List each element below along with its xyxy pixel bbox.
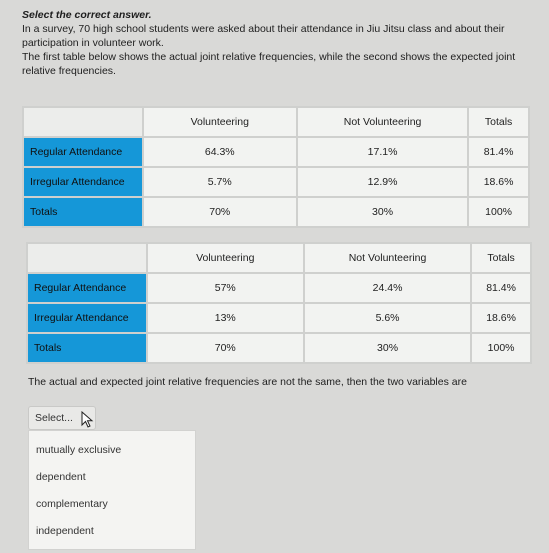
table-header-row	[27, 243, 531, 273]
table-cell: 18.6%	[468, 167, 529, 197]
table-row	[23, 197, 529, 227]
question-prompt	[22, 8, 532, 78]
table-cell: 30%	[297, 197, 468, 227]
table-cell: 100%	[468, 197, 529, 227]
table-cell: 30%	[304, 333, 471, 363]
table-cell: 81.4%	[468, 137, 529, 167]
column-header: Volunteering	[143, 107, 297, 137]
column-header: Not Volunteering	[304, 243, 471, 273]
table-cell: 100%	[471, 333, 531, 363]
table-row	[23, 167, 529, 197]
table-corner-cell	[27, 243, 147, 273]
column-header: Totals	[471, 243, 531, 273]
table-cell: 70%	[143, 197, 297, 227]
table-cell: 13%	[147, 303, 304, 333]
row-label: Totals	[23, 197, 143, 227]
table-cell: 24.4%	[304, 273, 471, 303]
actual-frequency-table	[22, 106, 530, 228]
table-cell: 12.9%	[297, 167, 468, 197]
expected-frequency-table	[26, 242, 532, 364]
table-row	[27, 303, 531, 333]
row-label: Regular Attendance	[23, 137, 143, 167]
dropdown-options-list	[28, 430, 196, 550]
row-label: Regular Attendance	[27, 273, 147, 303]
row-label: Irregular Attendance	[23, 167, 143, 197]
table-cell: 5.6%	[304, 303, 471, 333]
table-cell: 17.1%	[297, 137, 468, 167]
question-text-2: The first table below shows the actual joint relative frequencies, while the second shows the expected joint relative frequencies.	[22, 51, 516, 77]
table-cell: 81.4%	[471, 273, 531, 303]
table-cell: 57%	[147, 273, 304, 303]
table-cell: 18.6%	[471, 303, 531, 333]
option-dependent[interactable]: dependent	[36, 471, 86, 483]
answer-select[interactable]: Select...	[28, 406, 96, 430]
option-complementary[interactable]: complementary	[36, 498, 108, 510]
table-corner-cell	[23, 107, 143, 137]
option-mutually-exclusive[interactable]: mutually exclusive	[36, 444, 122, 456]
table-header-row	[23, 107, 529, 137]
table-row	[23, 137, 529, 167]
table-row	[27, 273, 531, 303]
table-cell: 70%	[147, 333, 304, 363]
table-row	[27, 333, 531, 363]
column-header: Not Volunteering	[297, 107, 468, 137]
row-label: Irregular Attendance	[27, 303, 147, 333]
option-independent[interactable]: independent	[36, 525, 94, 537]
column-header: Totals	[468, 107, 529, 137]
mouse-pointer-icon	[80, 411, 96, 429]
column-header: Volunteering	[147, 243, 304, 273]
question-text-1: In a survey, 70 high school students were asked about their attendance in Jiu Jitsu class and about their participation in volunteer work.	[22, 23, 505, 49]
conclusion-text: The actual and expected joint relative frequencies are not the same, then the two variables are	[28, 376, 467, 388]
table-cell: 5.7%	[143, 167, 297, 197]
row-label: Totals	[27, 333, 147, 363]
table-cell: 64.3%	[143, 137, 297, 167]
instruction-heading: Select the correct answer.	[22, 9, 152, 21]
